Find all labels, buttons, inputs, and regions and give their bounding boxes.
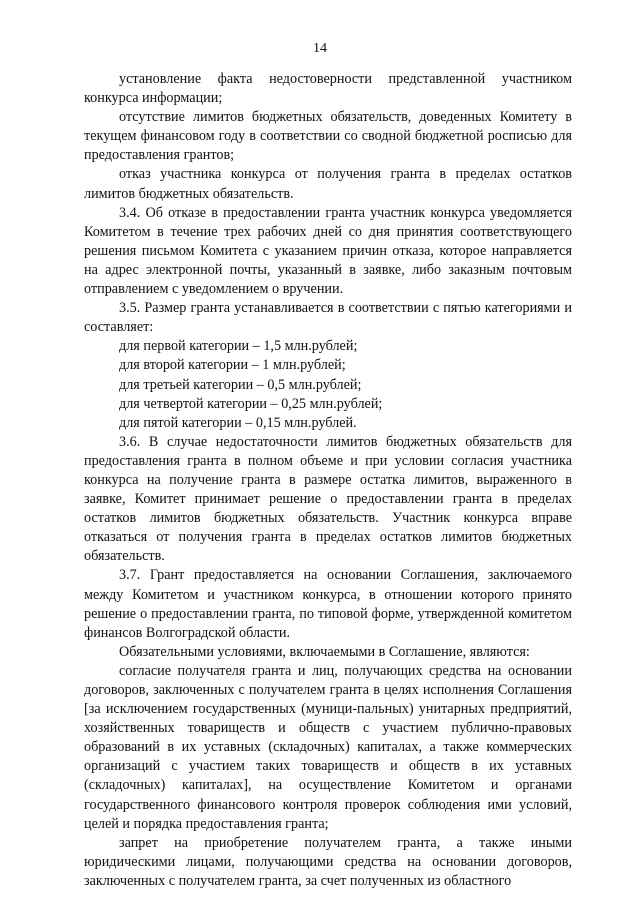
paragraph: Обязательными условиями, включаемыми в Соглашение, являются: bbox=[119, 643, 530, 660]
paragraph: установление факта недостоверности представленной участником конкурса информации; bbox=[84, 71, 572, 107]
paragraph: отказ участника конкурса от получения гранта в пределах остатков лимитов бюджетных обязательств. bbox=[84, 166, 572, 202]
page-number: 14 bbox=[313, 41, 327, 56]
list-item: для третьей категории – 0,5 млн.рублей; bbox=[119, 376, 362, 393]
list-item: для второй категории – 1 млн.рублей; bbox=[119, 357, 346, 374]
paragraph: 3.6. В случае недостаточности лимитов бюджетных обязательств для предоставления гранта в полном объеме и при условии согласия участника конкурса на получение гранта в размере остатка лимитов, выраженного в заявке, Комитет принимает решение о предоставлении гранта в пределах остатков лимитов бюджетных обязательств. Участник конкурса вправе отказаться от получения гранта в пределах остатков лимитов бюджетных обязательств. bbox=[84, 433, 572, 565]
paragraph: запрет на приобретение получателем гранта, а также иными юридическими лицами, получающими средства на основании договоров, заключенных с получателем гранта, за счет полученных из областного bbox=[84, 834, 572, 889]
paragraph: согласие получателя гранта и лиц, получающих средства на основании договоров, заключенных с получателем гранта в целях исполнения Соглашения [за исключением государственных (муници-пальных) унитарных предприятий, хозяйственных товариществ и обществ с участием публично-правовых образований в их уставных (складочных) капиталах, а также коммерческих организаций с участием таких товариществ и обществ в их уставных (складочных) капиталах], на осуществление Комитетом и органами государственного финансового контроля проверок соблюдения ими условий, целей и порядка предоставления гранта; bbox=[84, 662, 572, 832]
paragraph: 3.7. Грант предоставляется на основании Соглашения, заключаемого между Комитетом и участником конкурса, в отношении которого принято решение о предоставлении гранта, по типовой форме, утвержденной комитетом финансов Волгоградской области. bbox=[84, 567, 572, 641]
list-item: для пятой категории – 0,15 млн.рублей. bbox=[119, 414, 357, 431]
list-item: для четвертой категории – 0,25 млн.рублей; bbox=[119, 395, 383, 412]
paragraph: 3.4. Об отказе в предоставлении гранта участник конкурса уведомляется Комитетом в течение трех рабочих дней со дня принятия соответствующего решения письмом Комитета с указанием причин отказа, которое направляется на адрес электронной почты, указанный в заявке, либо заказным почтовым отправлением с уведомлением о вручении. bbox=[84, 204, 572, 298]
paragraph: отсутствие лимитов бюджетных обязательств, доведенных Комитету в текущем финансовом году в соответствии со сводной бюджетной росписью для предоставления грантов; bbox=[84, 109, 572, 164]
list-item: для первой категории – 1,5 млн.рублей; bbox=[119, 338, 358, 355]
paragraph: 3.5. Размер гранта устанавливается в соответствии с пятью категориями и составляет: bbox=[84, 300, 572, 336]
document-body bbox=[84, 70, 572, 891]
